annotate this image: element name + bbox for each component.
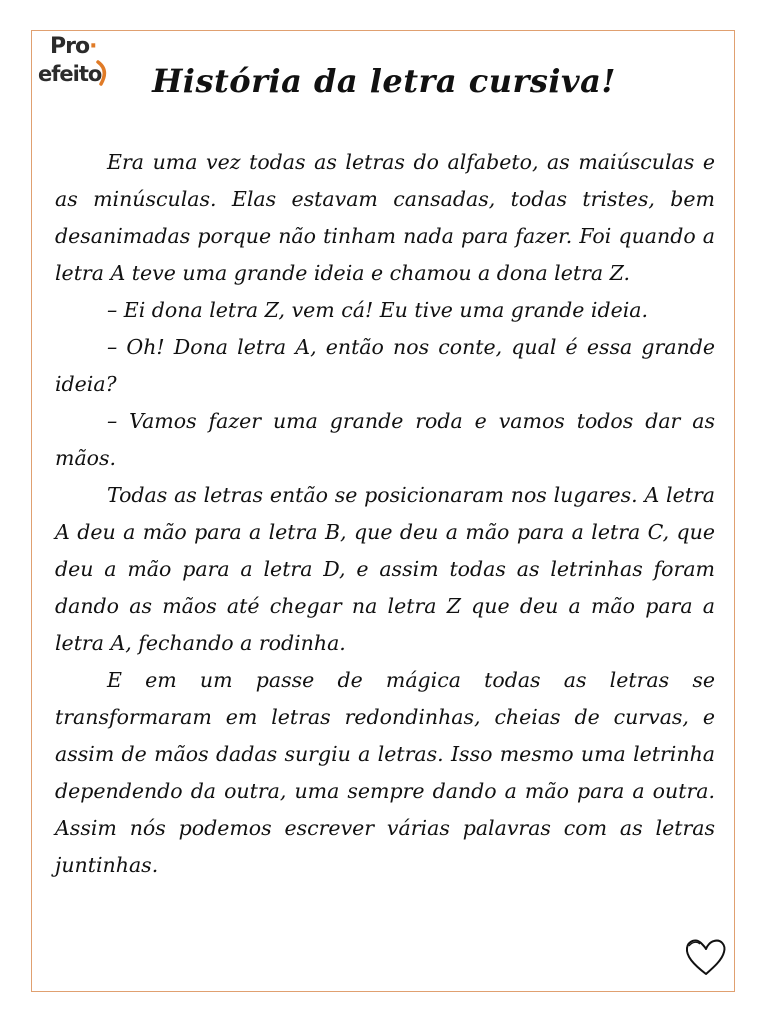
- paragraph-5: Todas as letras então se posicionaram nos lugares. A letra A deu a mão para a letra B, que deu a mão para a letra C, que deu a mão para a letra D, e assim todas as letrinhas foram dando as mãos até chegar na letra Z que deu a mão para a letra A, fechando a rodinha.: [55, 483, 715, 655]
- page-title: História da letra cursiva!: [152, 62, 616, 100]
- paragraph-4: – Vamos fazer uma grande roda e vamos todos dar as mãos.: [55, 409, 715, 470]
- paragraph-6: E em um passe de mágica todas as letras se transformaram em letras redondinhas, cheias de curvas, e assim de mãos dadas surgiu a letras. Isso mesmo uma letrinha dependendo da outra, uma sempre dando a mão para a outra. Assim nós podemos escrever várias palavras com as letras juntinhas.: [55, 668, 715, 877]
- heart-icon: [683, 936, 729, 978]
- logo-line1: Pro·: [50, 34, 97, 59]
- paragraph-2: – Ei dona letra Z, vem cá! Eu tive uma grande ideia.: [107, 298, 649, 322]
- story-text: [55, 144, 715, 884]
- logo-line2: efeito: [38, 62, 102, 86]
- paragraph-3: – Oh! Dona letra A, então nos conte, qual é essa grande ideia?: [55, 335, 715, 396]
- paragraph-1: Era uma vez todas as letras do alfabeto, as maiúsculas e as minúsculas. Elas estavam cansadas, todas tristes, bem desanimadas porque não tinham nada para fazer. Foi quando a letra A teve uma grande ideia e chamou a dona letra Z.: [55, 150, 715, 285]
